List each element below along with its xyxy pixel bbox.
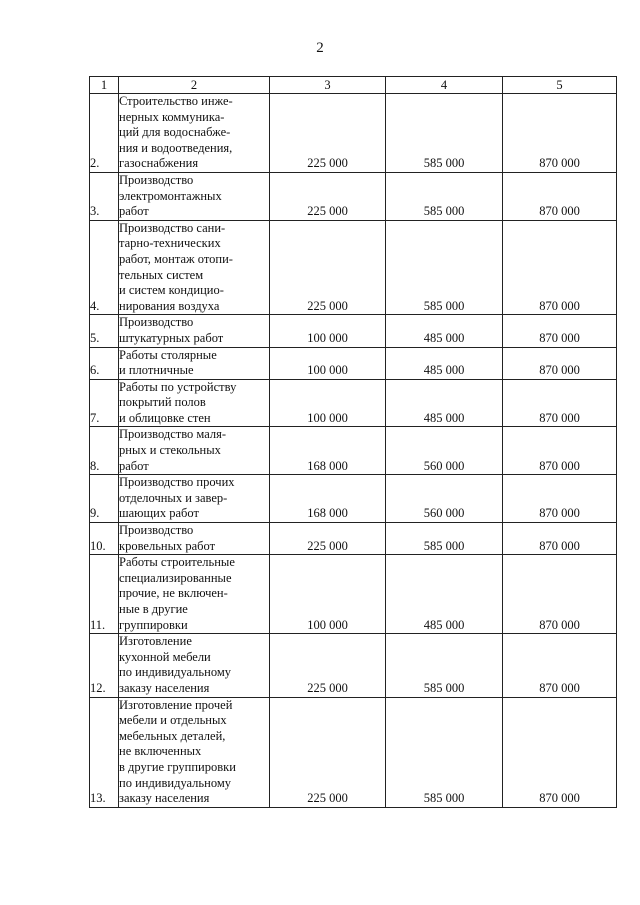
activity-name-line: ния и водоотведения,: [119, 140, 233, 155]
activity-name-line: заказу населения: [119, 680, 210, 695]
activity-name-line: специализированные: [119, 570, 232, 585]
row-number: 11.: [90, 555, 119, 634]
column-header: 4: [386, 77, 503, 94]
amount-col-3: 168 000: [270, 475, 386, 523]
table-row: [90, 379, 617, 427]
table-row: [90, 172, 617, 220]
activity-name-line: работ, монтаж отопи-: [119, 251, 233, 266]
table-row: [90, 315, 617, 347]
table-row: [90, 427, 617, 475]
activity-name: [119, 427, 270, 475]
table-header-row: [90, 77, 617, 94]
table-row: [90, 555, 617, 634]
amount-col-5: 870 000: [503, 172, 617, 220]
activity-name: [119, 523, 270, 555]
amount-col-5: 870 000: [503, 315, 617, 347]
table-row: [90, 634, 617, 697]
activity-name-line: и систем кондицио-: [119, 283, 224, 298]
activity-name-line: работ: [119, 458, 149, 473]
amount-col-4: 560 000: [386, 475, 503, 523]
activity-name: [119, 634, 270, 697]
table-row: [90, 475, 617, 523]
activity-name: [119, 555, 270, 634]
amount-col-4: 485 000: [386, 315, 503, 347]
row-number: 8.: [90, 427, 119, 475]
activity-name-line: в другие группировки: [119, 759, 236, 774]
row-number: 3.: [90, 172, 119, 220]
amount-col-5: 870 000: [503, 634, 617, 697]
amount-col-5: 870 000: [503, 347, 617, 379]
activity-name: [119, 379, 270, 427]
activity-name: [119, 94, 270, 173]
activity-name-line: отделочных и завер-: [119, 490, 228, 505]
activity-name-line: Строительство инже-: [119, 94, 233, 108]
amount-col-5: 870 000: [503, 475, 617, 523]
row-number: 7.: [90, 379, 119, 427]
activity-name-line: по индивидуальному: [119, 665, 231, 680]
activity-name-line: нирования воздуха: [119, 298, 220, 313]
amount-col-5: 870 000: [503, 697, 617, 807]
activity-name-line: и облицовке стен: [119, 410, 211, 425]
activity-name: [119, 172, 270, 220]
row-number: 4.: [90, 220, 119, 315]
table-row: [90, 94, 617, 173]
activity-name-line: тельных систем: [119, 267, 204, 282]
activity-name-line: мебели и отдельных: [119, 713, 227, 728]
column-header: 1: [90, 77, 119, 94]
amount-col-3: 225 000: [270, 634, 386, 697]
row-number: 10.: [90, 523, 119, 555]
amount-col-4: 585 000: [386, 634, 503, 697]
amount-col-3: 225 000: [270, 172, 386, 220]
amount-col-3: 225 000: [270, 94, 386, 173]
activity-name-line: Производство: [119, 523, 194, 538]
activity-name: [119, 475, 270, 523]
activity-name-line: электромонтажных: [119, 188, 222, 203]
amount-col-3: 168 000: [270, 427, 386, 475]
amount-col-4: 585 000: [386, 523, 503, 555]
table-row: [90, 697, 617, 807]
table-row: [90, 220, 617, 315]
activity-name-line: заказу населения: [119, 791, 210, 806]
activity-name-line: Производство сани-: [119, 220, 226, 235]
amount-col-5: 870 000: [503, 555, 617, 634]
amount-col-3: 225 000: [270, 523, 386, 555]
amount-col-3: 100 000: [270, 379, 386, 427]
amount-col-4: 585 000: [386, 94, 503, 173]
amount-col-4: 485 000: [386, 347, 503, 379]
amount-col-5: 870 000: [503, 523, 617, 555]
amount-col-4: 585 000: [386, 697, 503, 807]
activity-name-line: кухонной мебели: [119, 649, 211, 664]
activity-name-line: нерных коммуника-: [119, 109, 225, 124]
activity-name-line: группировки: [119, 617, 188, 632]
activity-name: [119, 220, 270, 315]
amount-col-3: 225 000: [270, 697, 386, 807]
activity-name-line: газоснабжения: [119, 156, 199, 171]
column-header: 3: [270, 77, 386, 94]
activity-name: [119, 697, 270, 807]
activity-name-line: Изготовление: [119, 634, 192, 649]
row-number: 13.: [90, 697, 119, 807]
activity-name-line: Производство: [119, 172, 194, 187]
activity-name-line: работ: [119, 204, 149, 219]
activity-name-line: ций для водоснабже-: [119, 125, 231, 140]
activity-name-line: Производство маля-: [119, 427, 227, 442]
column-header: 2: [119, 77, 270, 94]
activity-name-line: кровельных работ: [119, 538, 216, 553]
activity-name-line: Работы столярные: [119, 347, 217, 362]
amount-col-4: 485 000: [386, 379, 503, 427]
activity-name: [119, 315, 270, 347]
amount-col-3: 100 000: [270, 555, 386, 634]
rates-table: [89, 76, 617, 808]
activity-name-line: Производство: [119, 315, 194, 330]
activity-name-line: не включенных: [119, 744, 202, 759]
activity-name-line: и плотничные: [119, 363, 194, 378]
amount-col-3: 100 000: [270, 315, 386, 347]
column-header: 5: [503, 77, 617, 94]
amount-col-4: 560 000: [386, 427, 503, 475]
activity-name-line: тарно-технических: [119, 236, 221, 251]
amount-col-5: 870 000: [503, 379, 617, 427]
amount-col-4: 585 000: [386, 172, 503, 220]
activity-name-line: штукатурных работ: [119, 330, 224, 345]
amount-col-3: 225 000: [270, 220, 386, 315]
amount-col-5: 870 000: [503, 427, 617, 475]
activity-name-line: рных и стекольных: [119, 443, 221, 458]
activity-name-line: шающих работ: [119, 506, 199, 521]
activity-name-line: ные в другие: [119, 602, 188, 616]
row-number: 12.: [90, 634, 119, 697]
activity-name-line: Изготовление прочей: [119, 697, 233, 712]
amount-col-3: 100 000: [270, 347, 386, 379]
amount-col-5: 870 000: [503, 220, 617, 315]
table-row: [90, 347, 617, 379]
row-number: 2.: [90, 94, 119, 173]
row-number: 9.: [90, 475, 119, 523]
row-number: 5.: [90, 315, 119, 347]
activity-name-line: по индивидуальному: [119, 775, 231, 790]
amount-col-5: 870 000: [503, 94, 617, 173]
activity-name-line: мебельных деталей,: [119, 728, 226, 743]
activity-name: [119, 347, 270, 379]
activity-name-line: Работы по устройству: [119, 379, 237, 394]
activity-name-line: покрытий полов: [119, 395, 206, 410]
amount-col-4: 485 000: [386, 555, 503, 634]
table-row: [90, 523, 617, 555]
activity-name-line: Производство прочих: [119, 475, 235, 490]
amount-col-4: 585 000: [386, 220, 503, 315]
activity-name-line: прочие, не включен-: [119, 586, 228, 601]
row-number: 6.: [90, 347, 119, 379]
page-number: 2: [316, 40, 324, 56]
activity-name-line: Работы строительные: [119, 555, 235, 570]
